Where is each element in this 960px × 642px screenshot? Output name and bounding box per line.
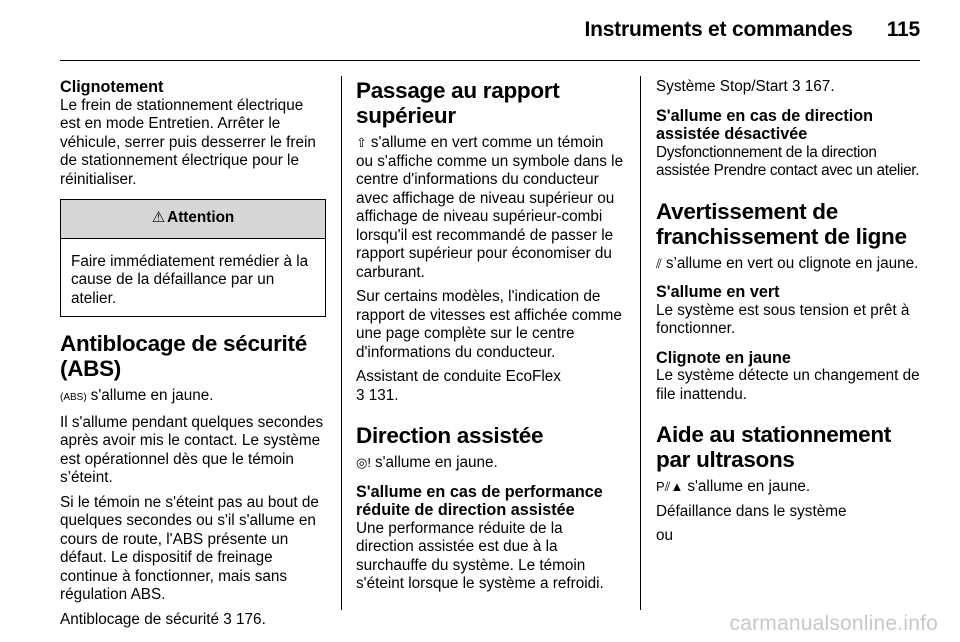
steer-heading: Direction assistée (356, 423, 544, 448)
shift-p2: Sur certains modèles, l'indication de rapport de vitesses est affichée comme une page complète sur le centre d'informations du conducteur. (356, 288, 622, 361)
ss-text: Système Stop/Start (656, 78, 788, 95)
attention-body: Faire immédiatement remédier à la cause de la défaillance par un atelier. (71, 252, 309, 307)
lane-heading: Avertissement de franchissement de ligne (656, 198, 907, 249)
steer-off-subheading: S'allume en cas de direction assistée désactivée (656, 106, 874, 143)
upshift-icon: ⇧ (356, 135, 367, 150)
reference-arrow-icon: 3 (223, 610, 232, 628)
column-3 (656, 78, 922, 552)
blink-text: Le frein de stationnement électrique est en mode Entretien. Arrêter le véhicule, serrer puis desserrer le frein de stationnement électrique pour le réinitialiser. (60, 96, 316, 188)
lane-p1-line (656, 255, 922, 274)
steer-p1: s'allume en jaune. (374, 454, 498, 471)
watermark: carmanualsonline.info (729, 612, 938, 635)
lane-departure-icon: ⫽ (656, 255, 662, 271)
reference-arrow-icon: 3 (356, 386, 365, 404)
page-number: 115 (886, 18, 920, 41)
lane-on-text: Le système est sous tension et prêt à fonctionner. (656, 301, 910, 337)
attention-header (61, 200, 325, 239)
abs-line (60, 387, 326, 408)
shift-p3-text: Assistant de conduite EcoFlex (356, 368, 561, 385)
park-p1-line (656, 478, 922, 497)
abs-ref-text: Antiblocage de sécurité (60, 610, 220, 628)
park-heading: Aide au stationnement par ultrasons (656, 422, 891, 472)
shift-ref-page[interactable]: 131. (368, 386, 399, 404)
park-p2: Défaillance dans le système (656, 502, 847, 520)
abs-p3: Si le témoin ne s'éteint pas au bout de quelques secondes ou s'il s'allume en cours de route, l'ABS présente un défaut. Le dispositif de freinage continue à fonctionner, mais sans régulation ABS. (60, 493, 319, 603)
park-p3: ou (656, 527, 674, 544)
ss-line (656, 78, 922, 97)
abs-p1: s'allume en jaune. (90, 387, 214, 404)
power-steering-icon: ◎! (356, 455, 371, 470)
lane-blink-text: Le système détecte un changement de file inattendu. (656, 367, 920, 403)
attention-title: Attention (167, 209, 235, 226)
reference-arrow-icon: 3 (792, 78, 801, 95)
blink-heading: Clignotement (60, 78, 164, 96)
warning-triangle-icon: ⚠ (151, 209, 166, 226)
column-divider-1 (341, 76, 342, 610)
steer-off-text: Dysfonctionnement de la direction assistée Prendre contact avec un atelier. (656, 143, 920, 179)
shift-heading: Passage au rapport supérieur (356, 78, 560, 128)
header-rule (60, 60, 920, 61)
lane-p1: s’allume en vert ou clignote en jaune. (665, 254, 919, 272)
abs-heading: Antiblocage de sécurité (ABS) (60, 331, 307, 381)
parking-sensor-icon: P⫽▲ (656, 479, 684, 494)
attention-box (60, 199, 326, 317)
steer-subheading: S'allume en cas de performance réduite de direction assistée (356, 482, 603, 519)
column-2 (356, 78, 624, 600)
abs-ref (60, 611, 326, 630)
lane-blink-subheading: Clignote en jaune (656, 348, 791, 367)
shift-p1: s'allume en vert comme un témoin ou s'affiche comme un symbole dans le centre d'informations du conducteur avec affichage de niveau supérieur ou affichage de niveau supérieur-combi lorsqu'il est recommandé de passer le rapport supérieur pour économiser du carburant. (356, 134, 624, 281)
steer-p1-line (356, 454, 624, 473)
steer-p2: Une performance réduite de la direction assistée est due à la surchauffe du système. Le témoin s'éteint lorsque le système a refroidi. (356, 519, 604, 592)
column-1 (60, 78, 326, 635)
shift-p1-line (356, 134, 624, 282)
abs-p2: Il s'allume pendant quelques secondes après avoir mis le contact. Le système est opérationnel dès que le témoin s’éteint. (60, 413, 324, 486)
abs-ref-page[interactable]: 176. (236, 610, 266, 628)
park-p1: s'allume en jaune. (687, 478, 811, 495)
abs-icon: (ABS) (60, 392, 87, 403)
column-divider-2 (640, 76, 641, 610)
shift-p3 (356, 368, 624, 405)
header-title: Instruments et commandes (584, 18, 853, 41)
page-header (584, 18, 920, 42)
ss-page[interactable]: 167. (804, 78, 835, 95)
lane-on-subheading: S'allume en vert (656, 283, 780, 301)
